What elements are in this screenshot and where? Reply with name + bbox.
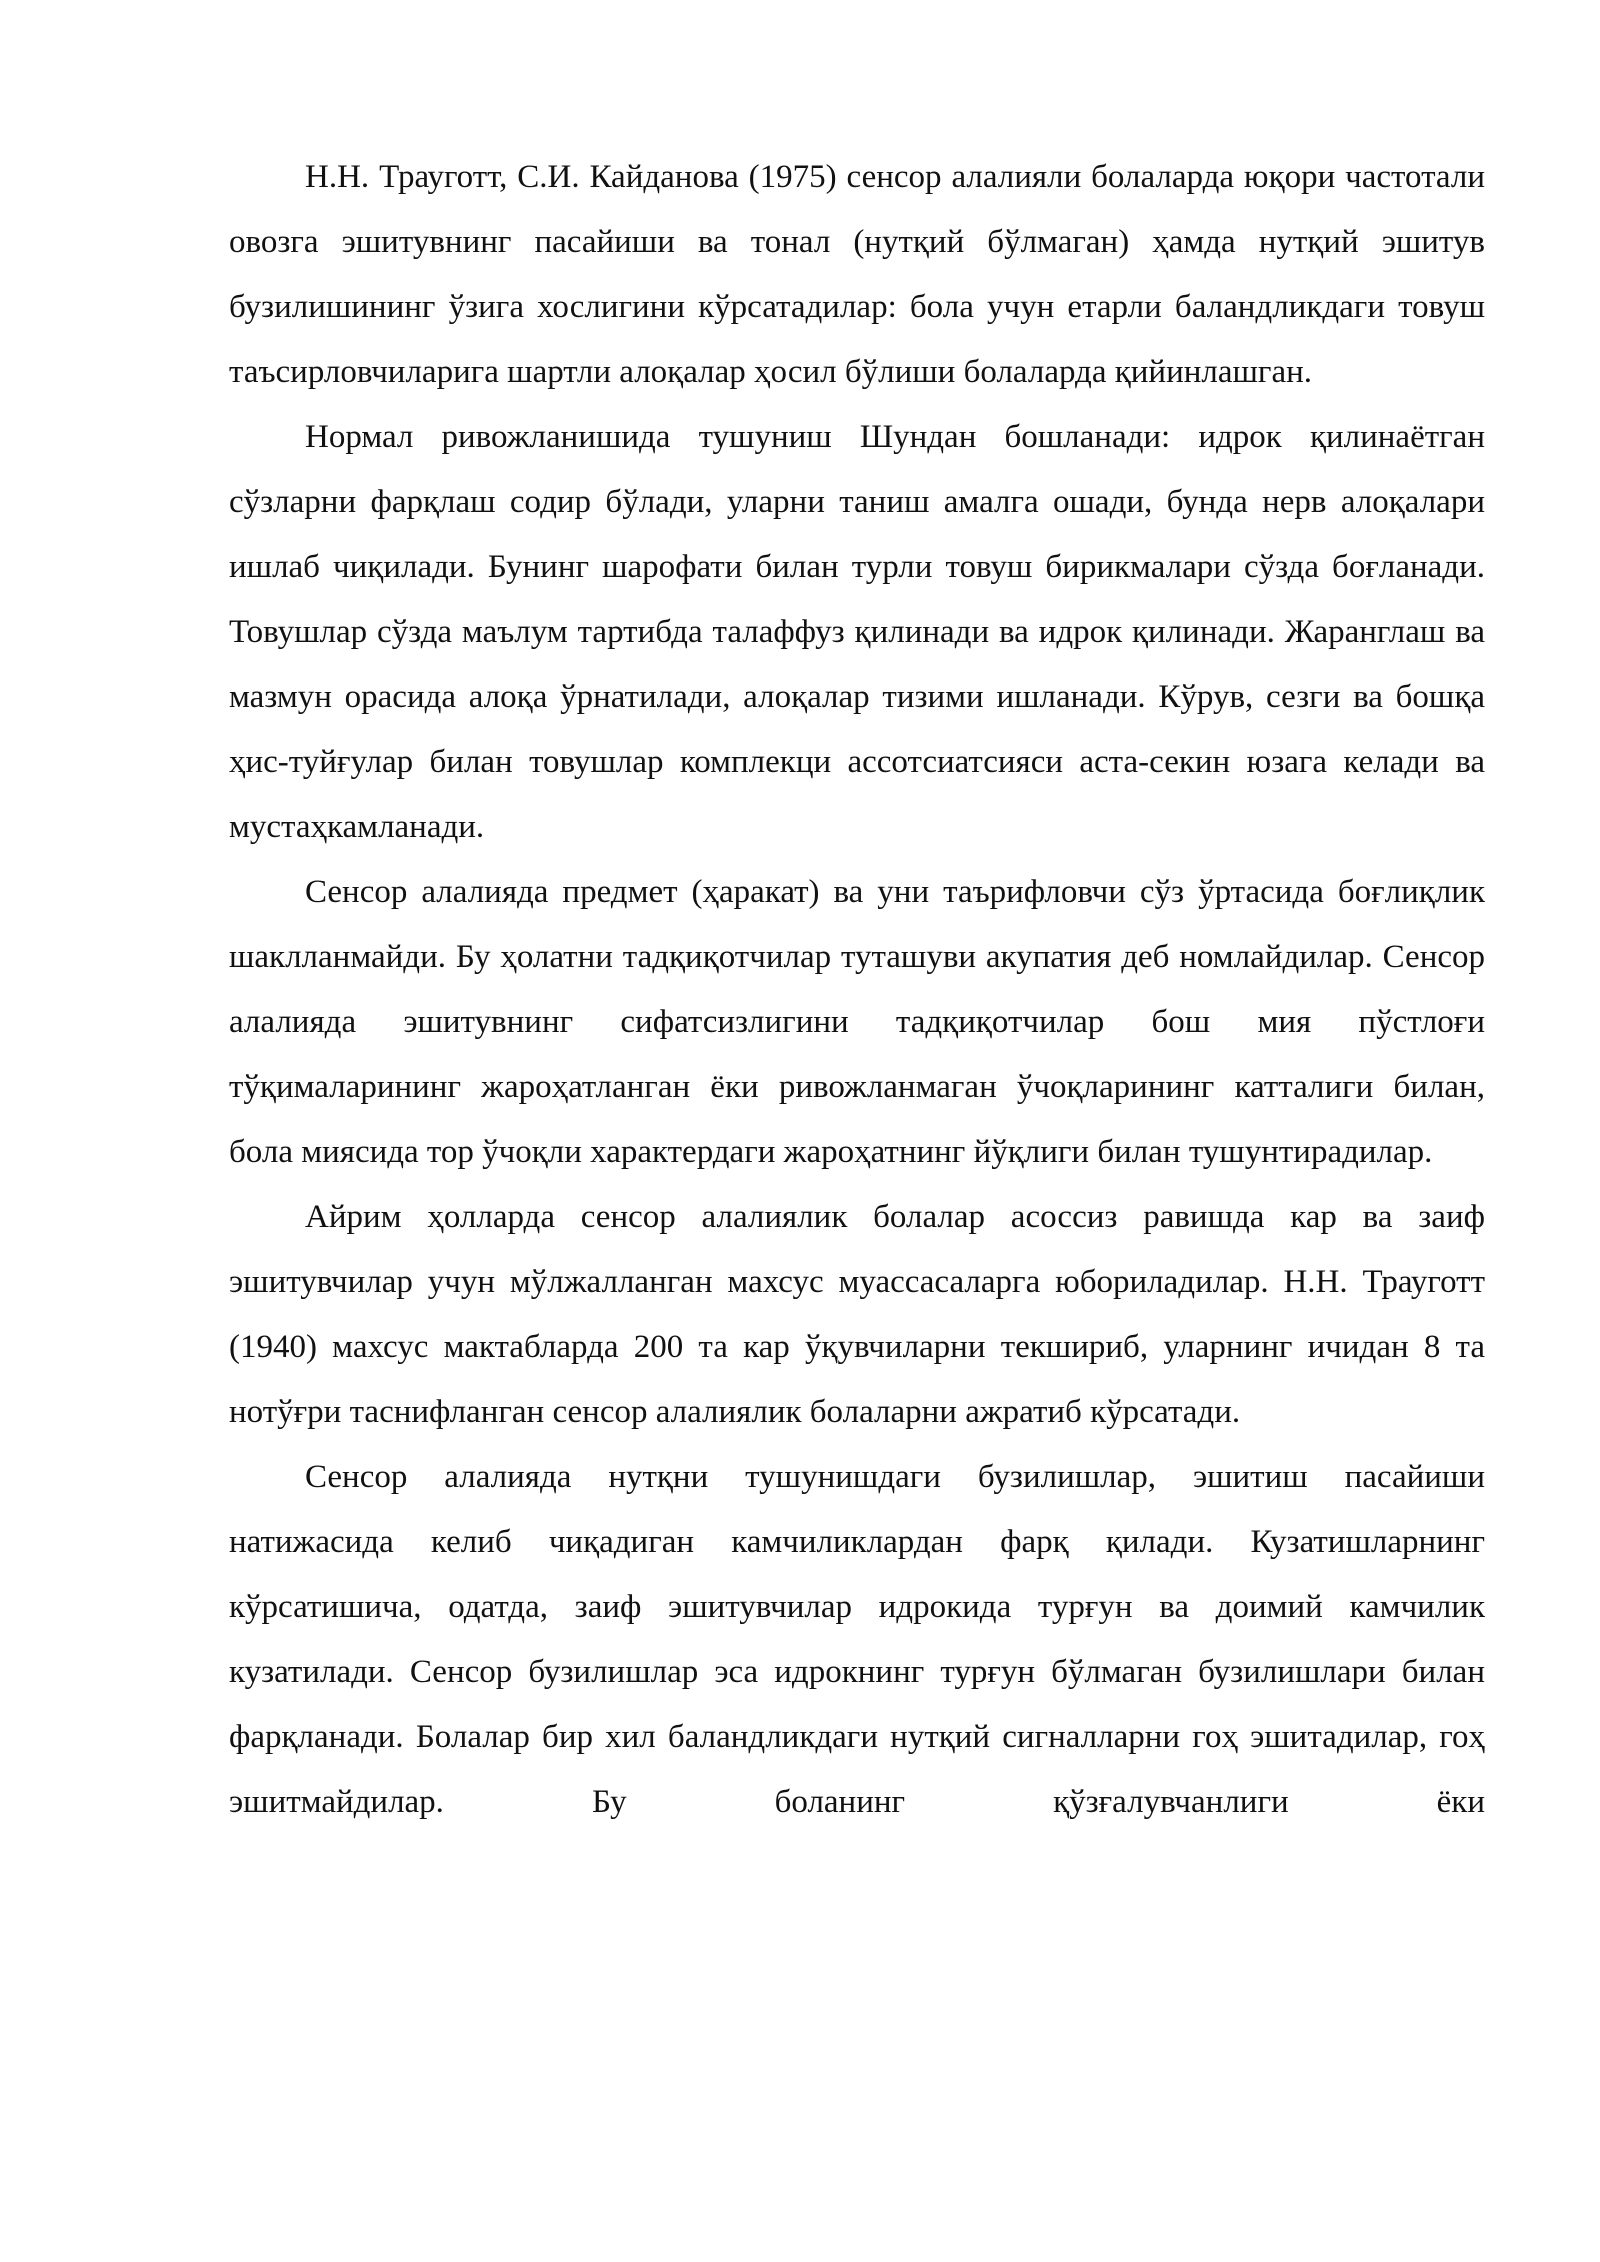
document-body — [229, 145, 1485, 1835]
paragraph-2: Нормал ривожланишида тушуниш Шундан бошланади: идрок қилинаётган сўзларни фарқлаш содир бўлади, уларни таниш амалга ошади, бунда нерв алоқалари ишлаб чиқилади. Бунинг шарофати билан турли товуш бирикмалари сўзда боғланади. Товушлар сўзда маълум тартибда талаффуз қилинади ва идрок қилинади. Жаранглаш ва мазмун орасида алоқа ўрнатилади, алоқалар тизими ишланади. Кўрув, сезги ва бошқа ҳис-туйғулар билан товушлар комплекци ассотсиатсияси аста-секин юзага келади ва мустаҳкамланади. — [229, 419, 1485, 845]
paragraph-3: Сенсор алалияда предмет (ҳаракат) ва уни таърифловчи сўз ўртасида боғлиқлик шаклланмайди. Бу ҳолатни тадқиқотчилар туташуви акупатия деб номлайдилар. Сенсор алалияда эшитувнинг сифатсизлигини тадқиқотчилар бош мия пўстлоғи тўқималарининг жароҳатланган ёки ривожланмаган ўчоқларининг катталиги билан, бола миясида тор ўчоқли характердаги жароҳатнинг йўқлиги билан тушунтирадилар. — [229, 874, 1485, 1170]
paragraph-5: Сенсор алалияда нутқни тушунишдаги бузилишлар, эшитиш пасайиши натижасида келиб чиқадиган камчиликлардан фарқ қилади. Кузатишларнинг кўрсатишича, одатда, заиф эшитувчилар идрокида турғун ва доимий камчилик кузатилади. Сенсор бузилишлар эса идрокнинг турғун бўлмаган бузилишлари билан фарқланади. Болалар бир хил баландликдаги нутқий сигналларни гоҳ эшитадилар, гоҳ эшитмайдилар. Бу боланинг қўзғалувчанлиги ёки — [229, 1459, 1485, 1820]
paragraph-1: Н.Н. Трауготт, С.И. Кайданова (1975) сенсор алалияли болаларда юқори частотали овозга эшитувнинг пасайиши ва тонал (нутқий бўлмаган) ҳамда нутқий эшитув бузилишининг ўзига хослигини кўрсатадилар: бола учун етарли баландликдаги товуш таъсирловчиларига шартли алоқалар ҳосил бўлиши болаларда қийинлашган. — [229, 159, 1485, 390]
paragraph-4: Айрим ҳолларда сенсор алалиялик болалар асоссиз равишда кар ва заиф эшитувчилар учун мўлжалланган махсус муассасаларга юбориладилар. Н.Н. Трауготт (1940) махсус мактабларда 200 та кар ўқувчиларни текшириб, уларнинг ичидан 8 та нотўғри таснифланган сенсор алалиялик болаларни ажратиб кўрсатади. — [229, 1199, 1485, 1430]
